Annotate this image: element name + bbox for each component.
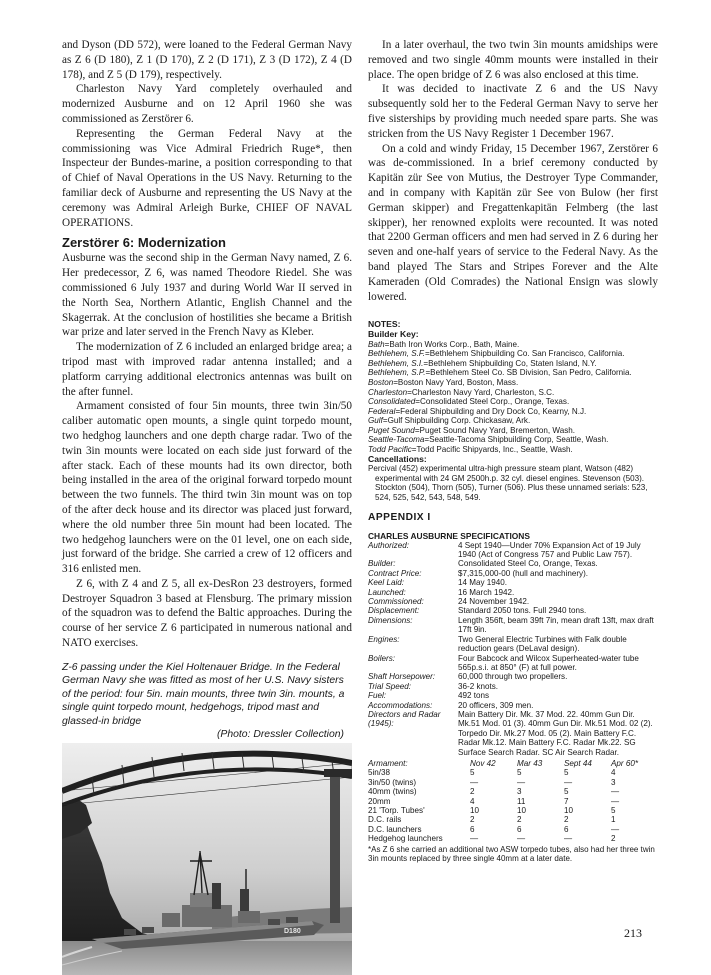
armament-row <box>368 797 658 806</box>
body-paragraph: Representing the German Federal Navy at the commissioning was Vice Admiral Friedrich Ruge*, then Inspecteur der Bundes-marine, a position corresponding to that of Chief of Naval Operations in the US Navy. Returning to the familiar deck of Ausburne and representing the US Navy at the ceremony was Admiral Arleigh Burke, CHIEF OF NAVAL OPERATIONS. <box>62 127 352 229</box>
builder-text: =Puget Sound Navy Yard, Bremerton, Wash. <box>414 425 576 435</box>
builder-abbr: Charleston <box>368 387 408 397</box>
body-paragraph: and Dyson (DD 572), were loaned to the Federal German Navy as Z 6 (D 180), Z 1 (D 170), Z 2 (D 171), Z 3 (D 172), Z 4 (D 178), and Z 5 (D 179), respectively. <box>62 39 352 81</box>
spec-value: 4 Sept 1940—Under 70% Expansion Act of 19 July 1940 (Act of Congress 757 and Public Law 757). <box>458 540 641 560</box>
spec-key: Trial Speed: <box>368 681 412 691</box>
builder-key-item <box>368 397 658 407</box>
armament-cell: 4 <box>611 768 616 778</box>
armament-cell: 6 <box>517 824 522 834</box>
armament-cell: 5 <box>564 768 569 778</box>
spec-row <box>368 597 658 606</box>
spec-value: $7,315,000-00 (hull and machinery). <box>458 568 589 578</box>
builder-abbr: Todd Pacific <box>368 445 412 455</box>
armament-header-cell: Armament: <box>368 758 408 768</box>
spec-key: Contract Price: <box>368 568 422 578</box>
armament-cell: 20mm <box>368 796 391 806</box>
builder-key-item <box>368 388 658 398</box>
armament-cell: D.C. launchers <box>368 824 422 834</box>
armament-cell: 7 <box>564 796 569 806</box>
spec-key: Fuel: <box>368 691 386 701</box>
left-column <box>62 38 352 975</box>
builder-key-item <box>368 435 658 445</box>
cancellations-text: Percival (452) experimental ultra-high pressure steam plant, Watson (482) experimental with 24 GM 2500h.p. 32 cyl. diesel engines. Stevenson (503). Stockton (504), Thorn (505), Turner (506). Plus these unnamed serials: 523, 524, 525, 542, 543, 548, 549. <box>368 464 648 503</box>
builder-text: =Boston Navy Yard, Boston, Mass. <box>393 377 519 387</box>
body-paragraph: It was decided to inactivate Z 6 and the US Navy subsequently sold her to the Federal German Navy to serve her five sisterships by providing much needed spare parts. She was stricken from the US Navy Register 1 December 1967. <box>368 83 658 140</box>
builder-text: =Seattle-Tacoma Shipbuilding Corp, Seattle, Wash. <box>424 435 609 445</box>
ship-photo <box>62 743 352 975</box>
armament-cell: 3in/50 (twins) <box>368 777 417 787</box>
spec-row <box>368 606 658 615</box>
armament-cell: 11 <box>517 796 526 806</box>
body-paragraph: Ausburne was the second ship in the German Navy named, Z 6. Her predecessor, Z 6, was named Theodore Riedel. She was commissioned 6 July 1937 and during World War II served in the North Sea, Northern Atlantic, English Channel and the Skagerrak. At the conclusion of hostilities she became a British war prize and later served in the French Navy as Kleber. <box>62 252 352 339</box>
armament-cell: 21 'Torp. Tubes' <box>368 806 425 815</box>
armament-header-cell: Apr 60* <box>611 758 638 768</box>
photo-caption: Z-6 passing under the Kiel Holtenauer Bridge. In the Federal German Navy she was fitted as most of her U.S. Navy sisters of the period: four 5in. main mounts, three twin 3in. mounts, a single quint torpedo mount, hedgehogs, tripod mast and glassed-in bridge <box>62 661 345 727</box>
spec-value: 16 March 1942. <box>458 587 515 597</box>
builder-text: =Bath Iron Works Corp., Bath, Maine. <box>384 339 520 349</box>
armament-cell: D.C. rails <box>368 815 402 825</box>
spec-row <box>368 616 658 635</box>
armament-cell: — <box>611 796 620 806</box>
notes-title: NOTES: <box>368 319 401 330</box>
spec-row <box>368 710 658 757</box>
builder-text: =Bethlehem Shipbuilding Co. San Francisco, California. <box>425 349 625 359</box>
spec-heading: CHARLES AUSBURNE SPECIFICATIONS <box>368 530 530 541</box>
builder-abbr: Bethlehem, S.F. <box>368 349 425 359</box>
builder-abbr: Bethlehem, S.P. <box>368 368 426 378</box>
armament-cell: 1 <box>611 815 616 825</box>
builder-abbr: Seattle-Tacoma <box>368 435 425 445</box>
builder-key-item <box>368 359 658 369</box>
armament-cell: — <box>517 777 526 787</box>
spec-key: Commissioned: <box>368 597 424 607</box>
spec-row <box>368 569 658 578</box>
armament-row <box>368 815 658 824</box>
spec-row <box>368 578 658 587</box>
notes-section <box>368 320 658 502</box>
builder-key-list <box>368 340 658 455</box>
armament-cell: 3 <box>517 787 522 797</box>
armament-cell: 10 <box>470 806 480 815</box>
armament-row <box>368 778 658 787</box>
armament-row <box>368 834 658 843</box>
builder-key-item <box>368 426 658 436</box>
armament-cell: 10 <box>517 806 527 815</box>
armament-cell: 40mm (twins) <box>368 787 417 797</box>
armament-row <box>368 806 658 815</box>
body-paragraph: In a later overhaul, the two twin 3in mounts amidships were removed and two single 40mm mounts were installed in their place. The open bridge of Z 6 was also enclosed at this time. <box>368 39 658 81</box>
spec-key: Displacement: <box>368 606 420 616</box>
spec-value: Length 356ft, beam 39ft 7in, mean draft 13ft, max draft 17ft 9in. <box>458 615 654 635</box>
spec-key: Launched: <box>368 587 406 597</box>
armament-cell: — <box>611 787 620 797</box>
builder-key-item <box>368 349 658 359</box>
spec-key: Builder: <box>368 559 396 569</box>
armament-cell: — <box>611 824 620 834</box>
spec-key: Engines: <box>368 634 400 644</box>
spec-row <box>368 541 658 560</box>
armament-cell: 2 <box>517 815 522 825</box>
armament-header-cell: Nov 42 <box>470 758 496 768</box>
armament-cell: — <box>564 834 573 844</box>
armament-table <box>368 759 658 844</box>
spec-row <box>368 691 658 700</box>
builder-text: =Bethlehem Steel Co. SB Division, San Pedro, California. <box>425 368 632 378</box>
body-paragraph: The modernization of Z 6 included an enlarged bridge area; a tripod mast with improved radar antenna installed; and a platform carrying additional electronics antennas was built on the after funnel. <box>62 341 352 398</box>
spec-row <box>368 559 658 568</box>
spec-value: 14 May 1940. <box>458 578 508 588</box>
armament-cell: 6 <box>470 824 475 834</box>
armament-cell: 5 <box>517 768 522 778</box>
armament-cell: Hedgehog launchers <box>368 834 443 844</box>
body-paragraph: Z 6, with Z 4 and Z 5, all ex-DesRon 23 destroyers, formed Destroyer Squadron 3 based at Flensburg. The primary mission of the squadron was to defend the Baltic approaches. During the course of her service Z 6 participated in numerous national and NATO exercises. <box>62 577 352 650</box>
spec-value: 20 officers, 309 men. <box>458 700 534 710</box>
armament-cell: 2 <box>470 787 475 797</box>
armament-cell: 2 <box>470 815 475 825</box>
spec-value: Standard 2050 tons. Full 2940 tons. <box>458 606 587 616</box>
builder-abbr: Consolidated <box>368 397 416 407</box>
builder-abbr: Puget Sound <box>368 425 415 435</box>
spec-value: Consolidated Steel Co, Orange, Texas. <box>458 559 598 569</box>
armament-cell: 2 <box>611 834 616 844</box>
spec-key: Accommodations: <box>368 700 433 710</box>
photo-credit: (Photo: Dressler Collection) <box>216 728 344 740</box>
builder-text: =Bethlehem Shipbuilding Co, Staten Island, N.Y. <box>423 358 597 368</box>
spec-value: Two General Electric Turbines with Falk double reduction gears (DeLaval design). <box>458 634 627 654</box>
armament-cell: 4 <box>470 796 475 806</box>
spec-value: Four Babcock and Wilcox Superheated-water tube 565p.s.i. at 850° (F) at full power. <box>458 653 639 672</box>
armament-cell: 10 <box>564 806 574 815</box>
armament-cell: 6 <box>564 824 569 834</box>
right-column <box>368 38 658 863</box>
spec-key: Shaft Horsepower: <box>368 672 436 682</box>
body-paragraph: Charleston Navy Yard completely overhauled and modernized Ausburne and on 12 April 1960 she was commissioned as Zerstörer 6. <box>62 83 352 125</box>
spec-table <box>368 541 658 757</box>
spec-value: 60,000 through two propellers. <box>458 672 568 682</box>
builder-abbr: Boston <box>368 377 394 387</box>
builder-text: =Consolidated Steel Corp., Orange, Texas. <box>415 397 570 407</box>
builder-text: =Gulf Shipbuilding Corp. Chickasaw, Ark. <box>382 416 531 426</box>
armament-footnote: *As Z 6 she carried an additional two ASW torpedo tubes, also had her three twin 3in mounts replaced by three single 40mm at a later date. <box>368 844 655 864</box>
body-paragraph: On a cold and windy Friday, 15 December 1967, Zerstörer 6 was de-commissioned. In a brief ceremony conducted by Kapitän zür See von Mutius, the Destroyer Type Commander, and in company with Kapitän zür See von Bulow (her first German skipper) and Fregattenkapitän Felmberg (the last skipper), her renowned exploits were recounted. It was noted that 2200 German officers and men had served in Z 6 during her seven and one-half years of service to the Federal Navy. As the band played The Stars and Stripes Forever and the Alte Kameraden (Old Comrades) the National Ensign was slowly lowered. <box>368 142 658 303</box>
armament-cell: 5 <box>611 806 616 815</box>
builder-key-item <box>368 407 658 417</box>
builder-key-item <box>368 416 658 426</box>
builder-text: =Todd Pacific Shipyards, Inc., Seattle, Wash. <box>411 445 573 455</box>
builder-key-item <box>368 378 658 388</box>
builder-key-item <box>368 368 658 378</box>
builder-text: =Federal Shipbuilding and Dry Dock Co, Kearny, N.J. <box>395 406 587 416</box>
spec-key: Keel Laid: <box>368 578 404 588</box>
armament-cell: — <box>517 834 526 844</box>
armament-header-cell: Sept 44 <box>564 758 592 768</box>
spec-row <box>368 635 658 654</box>
spec-row <box>368 654 658 673</box>
spec-key: Boilers: <box>368 653 395 663</box>
builder-text: =Charleston Navy Yard, Charleston, S.C. <box>407 387 555 397</box>
spec-key: Directors and Radar (1945): <box>368 709 441 729</box>
spec-row <box>368 672 658 681</box>
armament-cell: — <box>470 834 479 844</box>
builder-key-item <box>368 340 658 350</box>
spec-value: 36-2 knots. <box>458 681 499 691</box>
appendix-heading: APPENDIX I <box>368 511 431 523</box>
armament-cell: 3 <box>611 777 616 787</box>
page-number: 213 <box>624 926 642 940</box>
armament-cell: 5 <box>470 768 475 778</box>
armament-header-cell: Mar 43 <box>517 758 543 768</box>
armament-cell: 5 <box>564 787 569 797</box>
spec-value: Main Battery Dir. Mk. 37 Mod. 22. 40mm Gun Dir. Mk.51 Mod. 01 (3). 40mm Gun Dir. Mk.51 Mod. 02 (2). Torpedo Dir. Mk.27 Mod. 05 (2). Main Battery F.C. Radar Mk.12. Main Battery F.C. Radar Mk.22. SG Surface Search Radar. SC Air Search Radar. <box>458 709 653 757</box>
cancellations-title: Cancellations: <box>368 453 427 464</box>
armament-cell: 2 <box>564 815 569 825</box>
builder-abbr: Gulf <box>368 416 383 426</box>
spec-row <box>368 588 658 597</box>
body-paragraph: Armament consisted of four 5in mounts, three twin 3in/50 caliber automatic open mounts, a single quint torpedo mount, two hedghog launchers and one depth charge radar. Two of the twin 3in mounts were located on each side just forward of the after stack. Each of these mounts had its own director, both being installed in the area of the original forward torpedo mount between the two funnels. The third twin 3in mount was on top of the after deck house and its director was placed just forward, where the old number three 5in mount had been located. The two hedgehog launchers were on the 01 level, one on each side, just forward of the bridge. She carried a crew of 12 officers and 316 enlisted men. <box>62 400 352 576</box>
armament-row <box>368 768 658 777</box>
spec-row <box>368 701 658 710</box>
spec-value: 492 tons <box>458 691 490 701</box>
section-heading: Zerstörer 6: Modernization <box>62 235 226 251</box>
armament-cell: — <box>470 777 479 787</box>
spec-key: Dimensions: <box>368 615 413 625</box>
armament-cell: — <box>564 777 573 787</box>
armament-row <box>368 825 658 834</box>
spec-key: Authorized: <box>368 540 409 550</box>
armament-row <box>368 787 658 796</box>
builder-key-title: Builder Key: <box>368 328 419 339</box>
armament-cell: 5in/38 <box>368 768 391 778</box>
builder-abbr: Bethlehem, S.I. <box>368 358 424 368</box>
builder-abbr: Bath <box>368 339 385 349</box>
spec-value: 24 November 1942. <box>458 597 530 607</box>
builder-abbr: Federal <box>368 406 396 416</box>
spec-row <box>368 682 658 691</box>
hull-number: D180 <box>284 927 301 935</box>
